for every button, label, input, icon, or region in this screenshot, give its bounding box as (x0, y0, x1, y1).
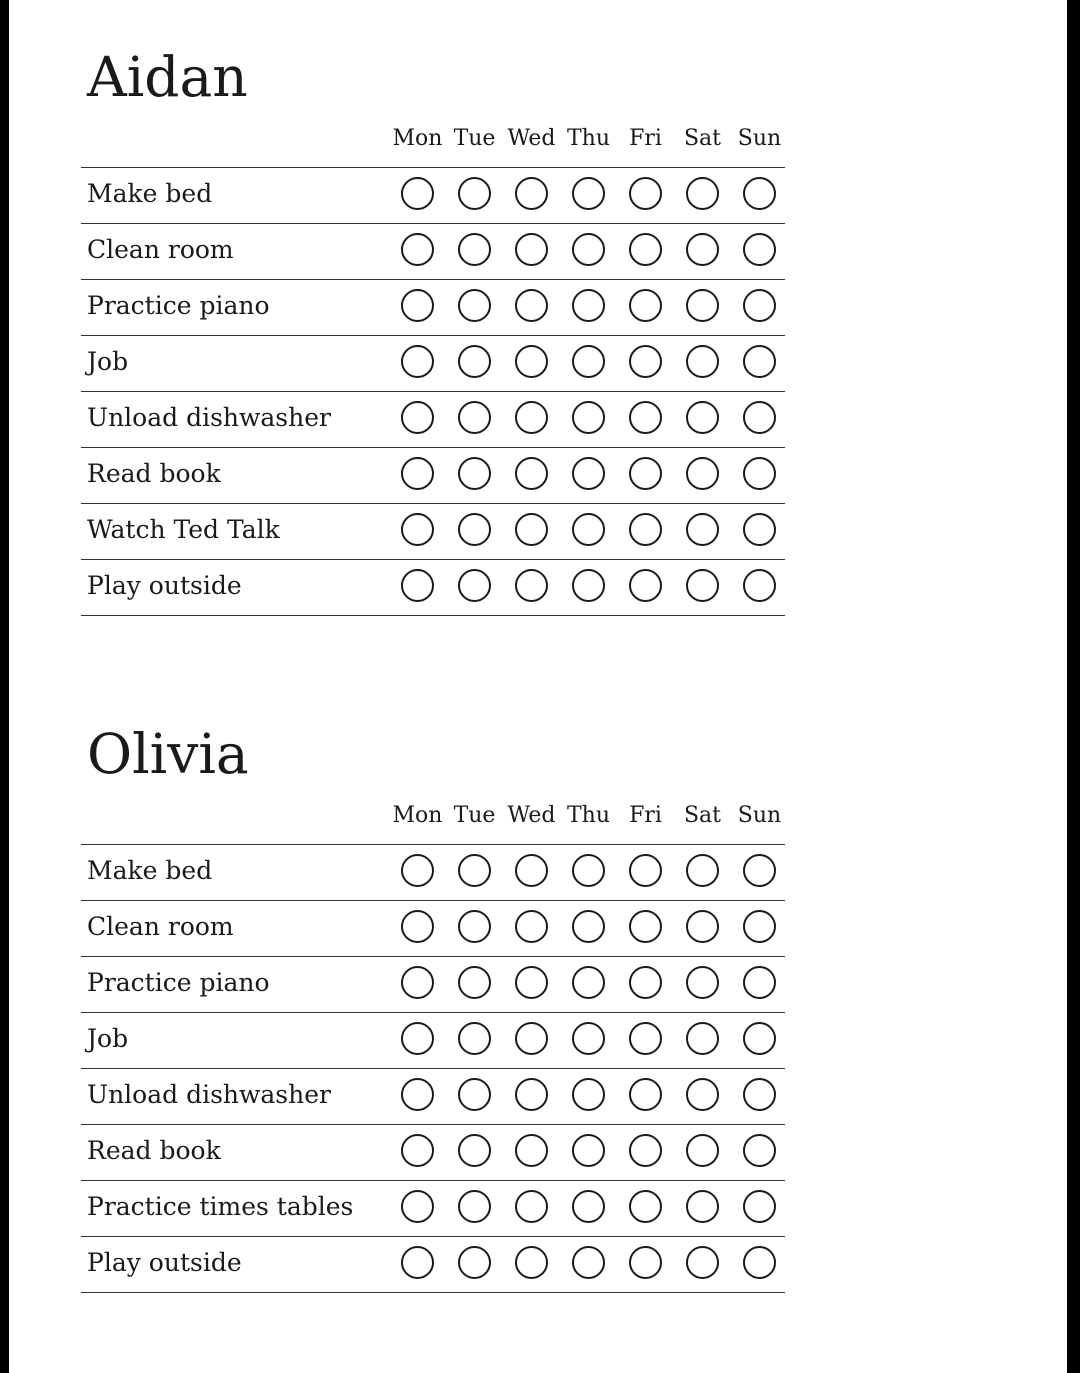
check-circle-fri[interactable] (629, 910, 662, 943)
check-circle-wed[interactable] (515, 1078, 548, 1111)
child-name: Aidan (87, 45, 248, 109)
check-circle-mon[interactable] (401, 966, 434, 999)
check-circle-wed[interactable] (515, 457, 548, 490)
task-row (81, 224, 785, 280)
check-circle-sun[interactable] (743, 966, 776, 999)
check-circle-sun[interactable] (743, 854, 776, 887)
check-circle-sun[interactable] (743, 457, 776, 490)
day-label-mon: Mon (392, 126, 443, 151)
check-circle-sun[interactable] (743, 289, 776, 322)
day-label-sun: Sun (737, 803, 782, 828)
task-label: Unload dishwasher (87, 1080, 331, 1109)
check-circle-fri[interactable] (629, 457, 662, 490)
task-table (81, 844, 785, 1293)
task-label: Job (87, 347, 129, 376)
check-circle-sun[interactable] (743, 1190, 776, 1223)
check-circle-wed[interactable] (515, 1022, 548, 1055)
check-circle-mon[interactable] (401, 513, 434, 546)
check-circle-fri[interactable] (629, 401, 662, 434)
check-circle-mon[interactable] (401, 289, 434, 322)
task-label: Read book (87, 459, 221, 488)
check-circle-sun[interactable] (743, 1246, 776, 1279)
day-label-sat: Sat (683, 803, 722, 828)
check-circle-mon[interactable] (401, 1246, 434, 1279)
check-circle-sat[interactable] (686, 513, 719, 546)
task-row (81, 392, 785, 448)
task-row (81, 168, 785, 224)
check-circle-thu[interactable] (572, 289, 605, 322)
check-circle-mon[interactable] (401, 1078, 434, 1111)
check-circle-sat[interactable] (686, 345, 719, 378)
check-circle-thu[interactable] (572, 854, 605, 887)
check-circle-sun[interactable] (743, 177, 776, 210)
child-name: Olivia (87, 722, 249, 786)
check-circle-fri[interactable] (629, 966, 662, 999)
task-label: Unload dishwasher (87, 403, 331, 432)
check-circle-sat[interactable] (686, 1022, 719, 1055)
check-circle-tue[interactable] (458, 513, 491, 546)
check-circle-sat[interactable] (686, 1078, 719, 1111)
check-circle-fri[interactable] (629, 1022, 662, 1055)
check-circle-thu[interactable] (572, 345, 605, 378)
check-circle-sat[interactable] (686, 966, 719, 999)
check-circle-fri[interactable] (629, 569, 662, 602)
check-circle-wed[interactable] (515, 1246, 548, 1279)
check-circle-wed[interactable] (515, 233, 548, 266)
check-circle-tue[interactable] (458, 1246, 491, 1279)
check-circle-sat[interactable] (686, 401, 719, 434)
task-row (81, 1013, 785, 1069)
check-circle-fri[interactable] (629, 1134, 662, 1167)
check-circle-thu[interactable] (572, 910, 605, 943)
task-row (81, 280, 785, 336)
check-circle-mon[interactable] (401, 854, 434, 887)
check-circle-sat[interactable] (686, 569, 719, 602)
task-row (81, 1125, 785, 1181)
check-circle-tue[interactable] (458, 966, 491, 999)
check-circle-fri[interactable] (629, 854, 662, 887)
day-label-wed: Wed (507, 803, 556, 828)
day-label-tue: Tue (453, 126, 496, 151)
check-circle-thu[interactable] (572, 1190, 605, 1223)
check-circle-sat[interactable] (686, 233, 719, 266)
check-circle-mon[interactable] (401, 569, 434, 602)
check-circle-fri[interactable] (629, 177, 662, 210)
check-circle-sun[interactable] (743, 910, 776, 943)
check-circle-fri[interactable] (629, 513, 662, 546)
check-circle-wed[interactable] (515, 854, 548, 887)
day-label-fri: Fri (629, 126, 662, 151)
check-circle-mon[interactable] (401, 1190, 434, 1223)
task-row (81, 1069, 785, 1125)
task-label: Watch Ted Talk (87, 515, 280, 544)
check-circle-sun[interactable] (743, 345, 776, 378)
check-circle-thu[interactable] (572, 1246, 605, 1279)
check-circle-wed[interactable] (515, 910, 548, 943)
check-circle-wed[interactable] (515, 289, 548, 322)
day-label-fri: Fri (629, 803, 662, 828)
check-circle-sat[interactable] (686, 1190, 719, 1223)
check-circle-thu[interactable] (572, 177, 605, 210)
task-label: Clean room (87, 912, 234, 941)
check-circle-tue[interactable] (458, 1078, 491, 1111)
check-circle-tue[interactable] (458, 1190, 491, 1223)
task-row (81, 1237, 785, 1293)
check-circle-thu[interactable] (572, 401, 605, 434)
task-table (81, 167, 785, 616)
task-label: Job (87, 1024, 129, 1053)
day-label-thu: Thu (566, 803, 610, 828)
check-circle-sat[interactable] (686, 457, 719, 490)
check-circle-tue[interactable] (458, 569, 491, 602)
check-circle-tue[interactable] (458, 177, 491, 210)
check-circle-fri[interactable] (629, 345, 662, 378)
task-row (81, 901, 785, 957)
task-row (81, 845, 785, 901)
check-circle-sun[interactable] (743, 513, 776, 546)
check-circle-thu[interactable] (572, 233, 605, 266)
check-circle-tue[interactable] (458, 854, 491, 887)
day-header-row (389, 801, 788, 831)
check-circle-sat[interactable] (686, 289, 719, 322)
chore-chart-page (9, 0, 1067, 1373)
task-label: Clean room (87, 235, 234, 264)
check-circle-mon[interactable] (401, 910, 434, 943)
check-circle-sat[interactable] (686, 1134, 719, 1167)
task-label: Make bed (87, 856, 213, 885)
check-circle-thu[interactable] (572, 569, 605, 602)
check-circle-mon[interactable] (401, 401, 434, 434)
check-circle-tue[interactable] (458, 910, 491, 943)
check-circle-tue[interactable] (458, 401, 491, 434)
check-circle-tue[interactable] (458, 1022, 491, 1055)
check-circle-wed[interactable] (515, 1134, 548, 1167)
check-circle-sat[interactable] (686, 910, 719, 943)
check-circle-thu[interactable] (572, 457, 605, 490)
check-circle-mon[interactable] (401, 233, 434, 266)
check-circle-sat[interactable] (686, 177, 719, 210)
check-circle-mon[interactable] (401, 457, 434, 490)
check-circle-fri[interactable] (629, 1078, 662, 1111)
check-circle-tue[interactable] (458, 1134, 491, 1167)
check-circle-wed[interactable] (515, 1190, 548, 1223)
check-circle-thu[interactable] (572, 966, 605, 999)
check-circle-mon[interactable] (401, 1134, 434, 1167)
check-circle-fri[interactable] (629, 233, 662, 266)
check-circle-fri[interactable] (629, 1190, 662, 1223)
check-circle-wed[interactable] (515, 513, 548, 546)
task-label: Play outside (87, 571, 242, 600)
check-circle-sun[interactable] (743, 1022, 776, 1055)
task-label: Practice times tables (87, 1192, 354, 1221)
task-row (81, 1181, 785, 1237)
check-circle-mon[interactable] (401, 1022, 434, 1055)
day-label-tue: Tue (453, 803, 496, 828)
check-circle-thu[interactable] (572, 513, 605, 546)
check-circle-tue[interactable] (458, 289, 491, 322)
task-label: Practice piano (87, 291, 270, 320)
task-row (81, 504, 785, 560)
check-circle-fri[interactable] (629, 289, 662, 322)
check-circle-sun[interactable] (743, 569, 776, 602)
check-circle-sun[interactable] (743, 401, 776, 434)
check-circle-tue[interactable] (458, 345, 491, 378)
check-circle-thu[interactable] (572, 1078, 605, 1111)
check-circle-sun[interactable] (743, 1134, 776, 1167)
task-row (81, 448, 785, 504)
check-circle-wed[interactable] (515, 401, 548, 434)
day-label-thu: Thu (566, 126, 610, 151)
task-row (81, 560, 785, 616)
check-circle-thu[interactable] (572, 1022, 605, 1055)
task-label: Read book (87, 1136, 221, 1165)
check-circle-mon[interactable] (401, 177, 434, 210)
check-circle-wed[interactable] (515, 345, 548, 378)
task-label: Practice piano (87, 968, 270, 997)
day-label-sun: Sun (737, 126, 782, 151)
day-header-row (389, 124, 788, 154)
task-label: Play outside (87, 1248, 242, 1277)
check-circle-sun[interactable] (743, 1078, 776, 1111)
check-circle-tue[interactable] (458, 233, 491, 266)
day-label-wed: Wed (507, 126, 556, 151)
task-label: Make bed (87, 179, 213, 208)
check-circle-wed[interactable] (515, 177, 548, 210)
check-circle-wed[interactable] (515, 569, 548, 602)
day-label-sat: Sat (683, 126, 722, 151)
check-circle-wed[interactable] (515, 966, 548, 999)
day-label-mon: Mon (392, 803, 443, 828)
check-circle-thu[interactable] (572, 1134, 605, 1167)
check-circle-sat[interactable] (686, 854, 719, 887)
task-row (81, 957, 785, 1013)
check-circle-sun[interactable] (743, 233, 776, 266)
task-row (81, 336, 785, 392)
check-circle-sat[interactable] (686, 1246, 719, 1279)
check-circle-tue[interactable] (458, 457, 491, 490)
check-circle-fri[interactable] (629, 1246, 662, 1279)
check-circle-mon[interactable] (401, 345, 434, 378)
